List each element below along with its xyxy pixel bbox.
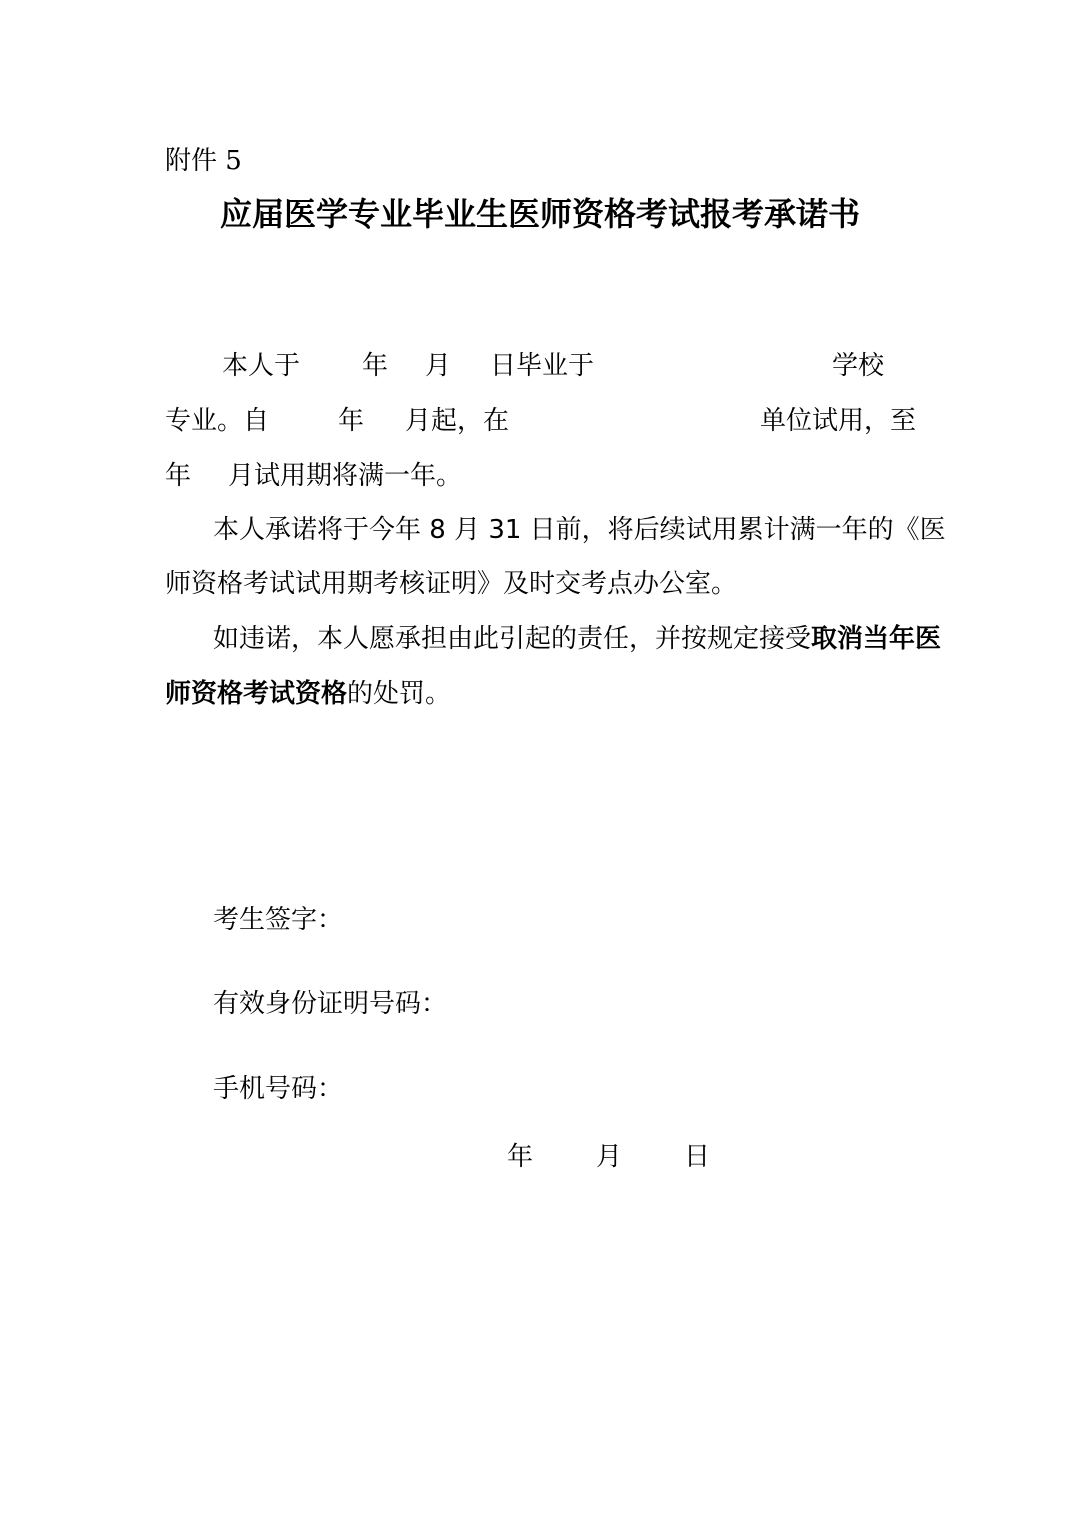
id-number-label: 有效身份证明号码： [213,989,448,1019]
date-month: 月 [596,1142,623,1172]
signature-label: 考生签字： [213,905,344,935]
text-from-month: 月起，在 [405,406,510,436]
violation-line-1-bold: 取消当年医 [811,624,942,654]
date-day: 日 [684,1142,711,1172]
phone-label: 手机号码： [213,1074,344,1104]
violation-line-1 [213,626,941,652]
text-major-from: 专业。自 [165,406,270,436]
document-title: 应届医学专业毕业生医师资格考试报考承诺书 [219,195,860,233]
promise-line-2: 师资格考试试用期考核证明》及时交考点办公室。 [165,569,738,599]
violation-line-2 [165,681,451,707]
text-school: 学校 [832,351,885,381]
violation-line-2-bold: 师资格考试资格 [165,679,348,709]
promise-line-1: 本人承诺将于今年 8 月 31 日前，将后续试用累计满一年的《医 [213,515,946,545]
text-unit-trial: 单位试用，至 [760,406,917,436]
violation-line-2-normal: 的处罚。 [347,679,452,709]
violation-line-1-normal: 如违诺，本人愿承担由此引起的责任，并按规定接受 [213,624,812,654]
date-year: 年 [507,1142,534,1172]
text-self-at: 本人于 [222,351,301,381]
blank-to-year: 年 [165,461,192,491]
attachment-label: 附件 5 [165,146,242,176]
text-to-month: 月试用期将满一年。 [228,461,463,491]
blank-from-year: 年 [338,406,365,436]
blank-month: 月 [425,351,452,381]
text-graduated-from: 日毕业于 [490,351,595,381]
blank-year: 年 [362,351,389,381]
